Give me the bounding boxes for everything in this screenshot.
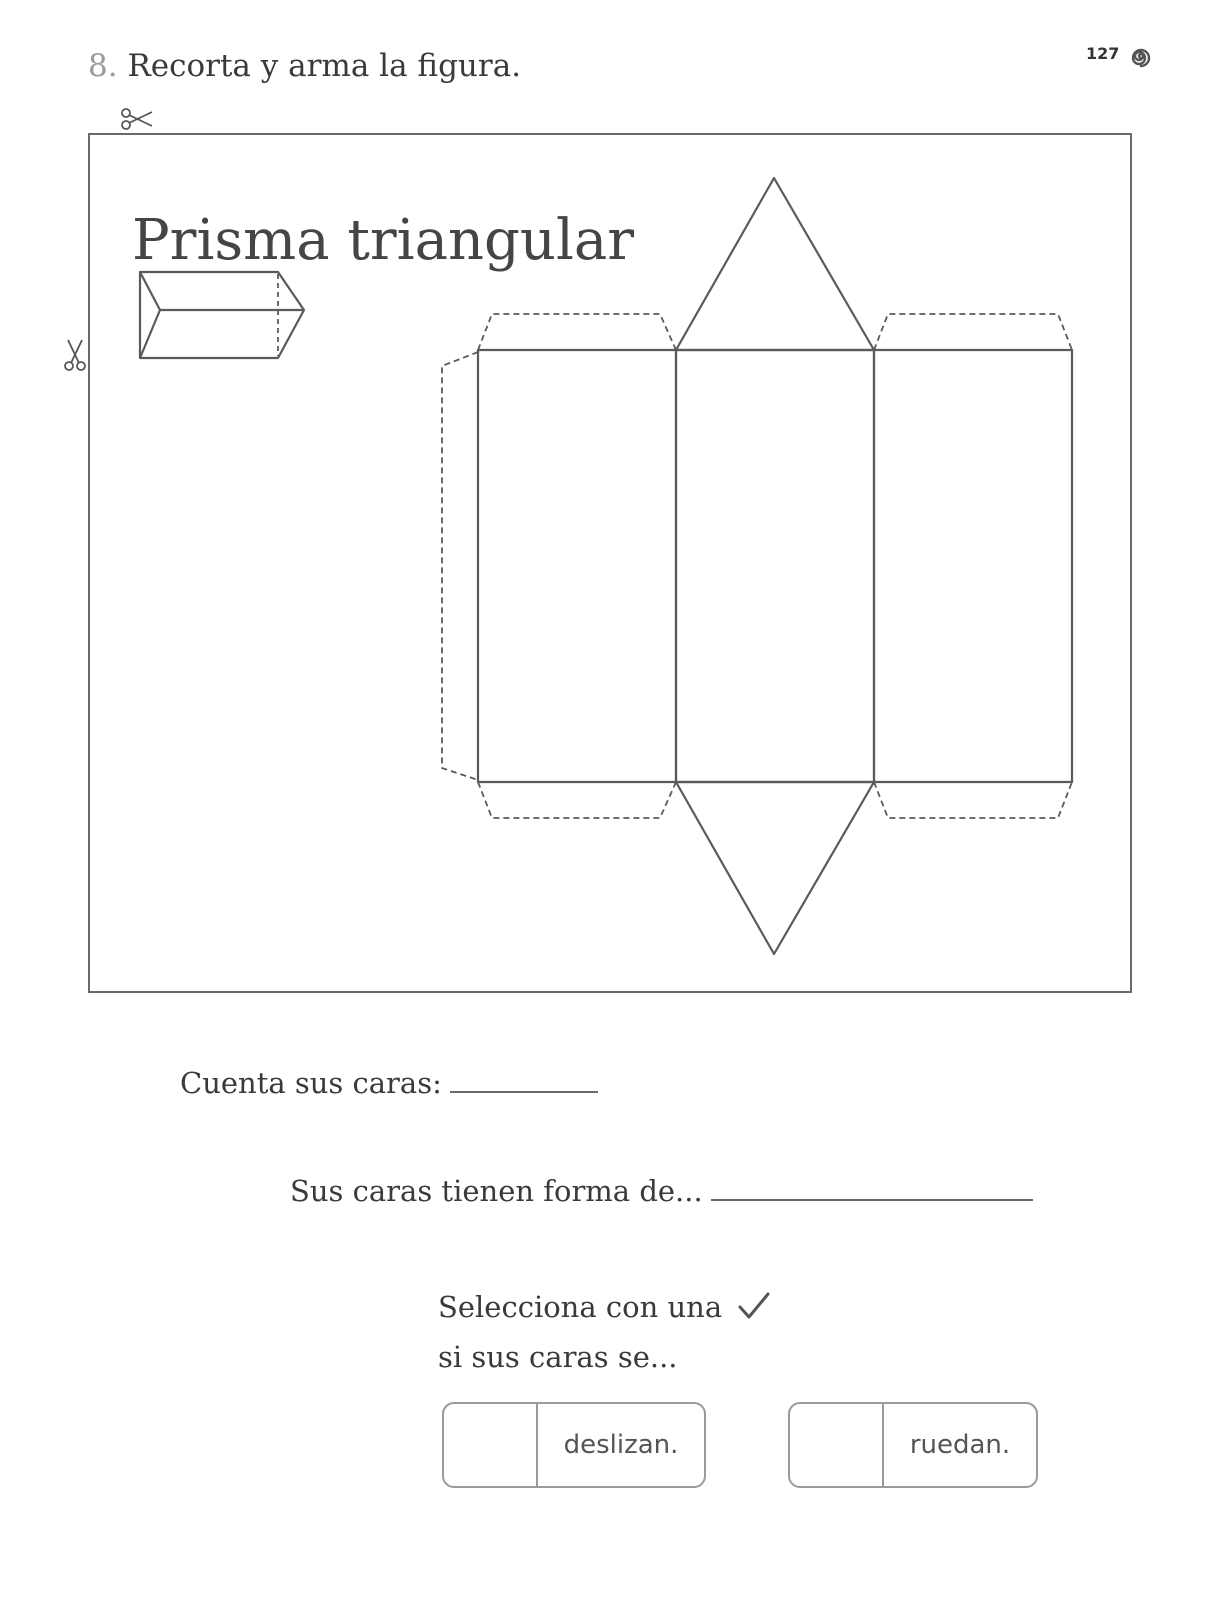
question-count-faces-text: Cuenta sus caras: bbox=[180, 1066, 442, 1100]
question-count-faces bbox=[180, 1066, 598, 1100]
scissors-icon bbox=[118, 106, 154, 136]
page-number: 127 bbox=[1086, 44, 1120, 63]
answer-blank-shape[interactable] bbox=[711, 1199, 1033, 1201]
option-checkbox-deslizan[interactable] bbox=[444, 1404, 538, 1486]
figure-title: Prisma triangular bbox=[132, 207, 635, 273]
instruction-text: Recorta y arma la figura. bbox=[127, 48, 522, 84]
exercise-number: 8. bbox=[88, 48, 118, 84]
question-faces-shape bbox=[290, 1174, 1033, 1208]
option-label-ruedan: ruedan. bbox=[909, 1430, 1011, 1460]
scissors-icon bbox=[62, 338, 88, 378]
question-faces-shape-text: Sus caras tienen forma de... bbox=[290, 1174, 703, 1208]
triangular-prism-icon bbox=[136, 268, 312, 368]
option-checkbox-ruedan[interactable] bbox=[790, 1404, 884, 1486]
prism-net bbox=[436, 174, 1080, 964]
spiral-icon bbox=[1128, 38, 1154, 78]
option-label-deslizan: deslizan. bbox=[563, 1430, 679, 1460]
question-select-line1: Selecciona con una bbox=[438, 1290, 723, 1324]
question-select-line2: si sus caras se... bbox=[438, 1340, 678, 1374]
option-ruedan bbox=[788, 1402, 1038, 1488]
question-select bbox=[438, 1284, 771, 1380]
instruction bbox=[88, 48, 521, 84]
option-deslizan bbox=[442, 1402, 706, 1488]
checkmark-icon bbox=[737, 1288, 771, 1334]
answer-blank-count[interactable] bbox=[450, 1091, 598, 1093]
